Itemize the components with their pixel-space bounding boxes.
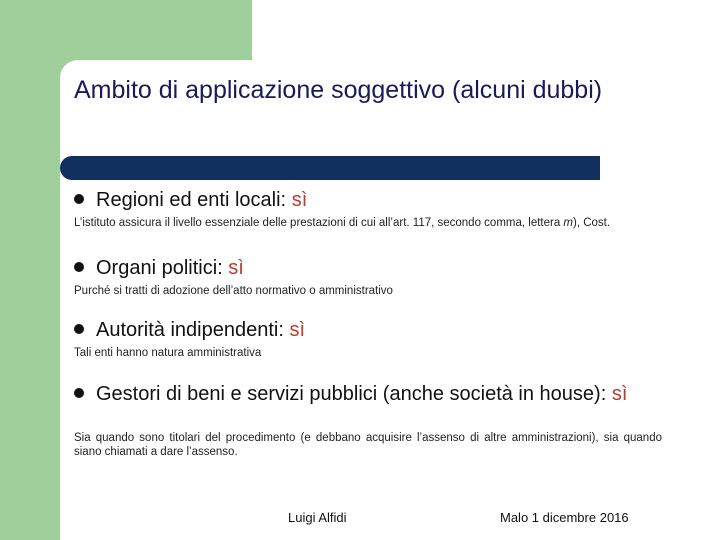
footer-author: Luigi Alfidi — [288, 510, 347, 525]
content-panel — [60, 60, 720, 540]
item-label: Gestori di beni e servizi pubblici (anche società in house): — [96, 383, 612, 405]
bullet-item-gestori — [74, 382, 634, 406]
bullet-item-organi-politici — [74, 256, 674, 280]
note-italic: m — [563, 217, 574, 229]
note-text-end: ), Cost. — [573, 217, 611, 229]
bullet-item-regioni — [74, 188, 674, 212]
bullet-icon — [74, 194, 84, 204]
slide-title: Ambito di applicazione soggettivo (alcuni dubbi) — [74, 76, 603, 104]
bullet-icon — [74, 262, 84, 272]
title-underline-bar — [60, 156, 600, 180]
bullet-icon — [74, 388, 84, 398]
footer-date: Malo 1 dicembre 2016 — [500, 510, 629, 525]
item-label: Autorità indipendenti: — [96, 319, 290, 341]
item-answer: sì — [611, 383, 628, 405]
item-label: Organi politici: — [96, 257, 229, 279]
item-answer: sì — [228, 257, 244, 279]
item-answer: sì — [289, 319, 306, 341]
item-label: Regioni ed enti locali: — [96, 189, 292, 211]
item-note-organi-politici: Purché si tratti di adozione dell’atto normativo o amministrativo — [74, 285, 393, 297]
item-note-gestori: Sia quando sono titolari del procedimento (e debbano acquisire l’assenso di altre amministrazioni), sia quando siano chiamati a dare l’assenso. — [74, 432, 662, 458]
bullet-icon — [74, 324, 84, 334]
bullet-item-autorita — [74, 318, 674, 342]
item-answer: sì — [291, 189, 308, 211]
note-text: L’istituto assicura il livello essenziale delle prestazioni di cui all’art. 117, secondo comma, lettera — [74, 217, 564, 229]
item-note-regioni — [74, 216, 662, 230]
item-note-autorita: Tali enti hanno natura amministrativa — [74, 347, 262, 359]
